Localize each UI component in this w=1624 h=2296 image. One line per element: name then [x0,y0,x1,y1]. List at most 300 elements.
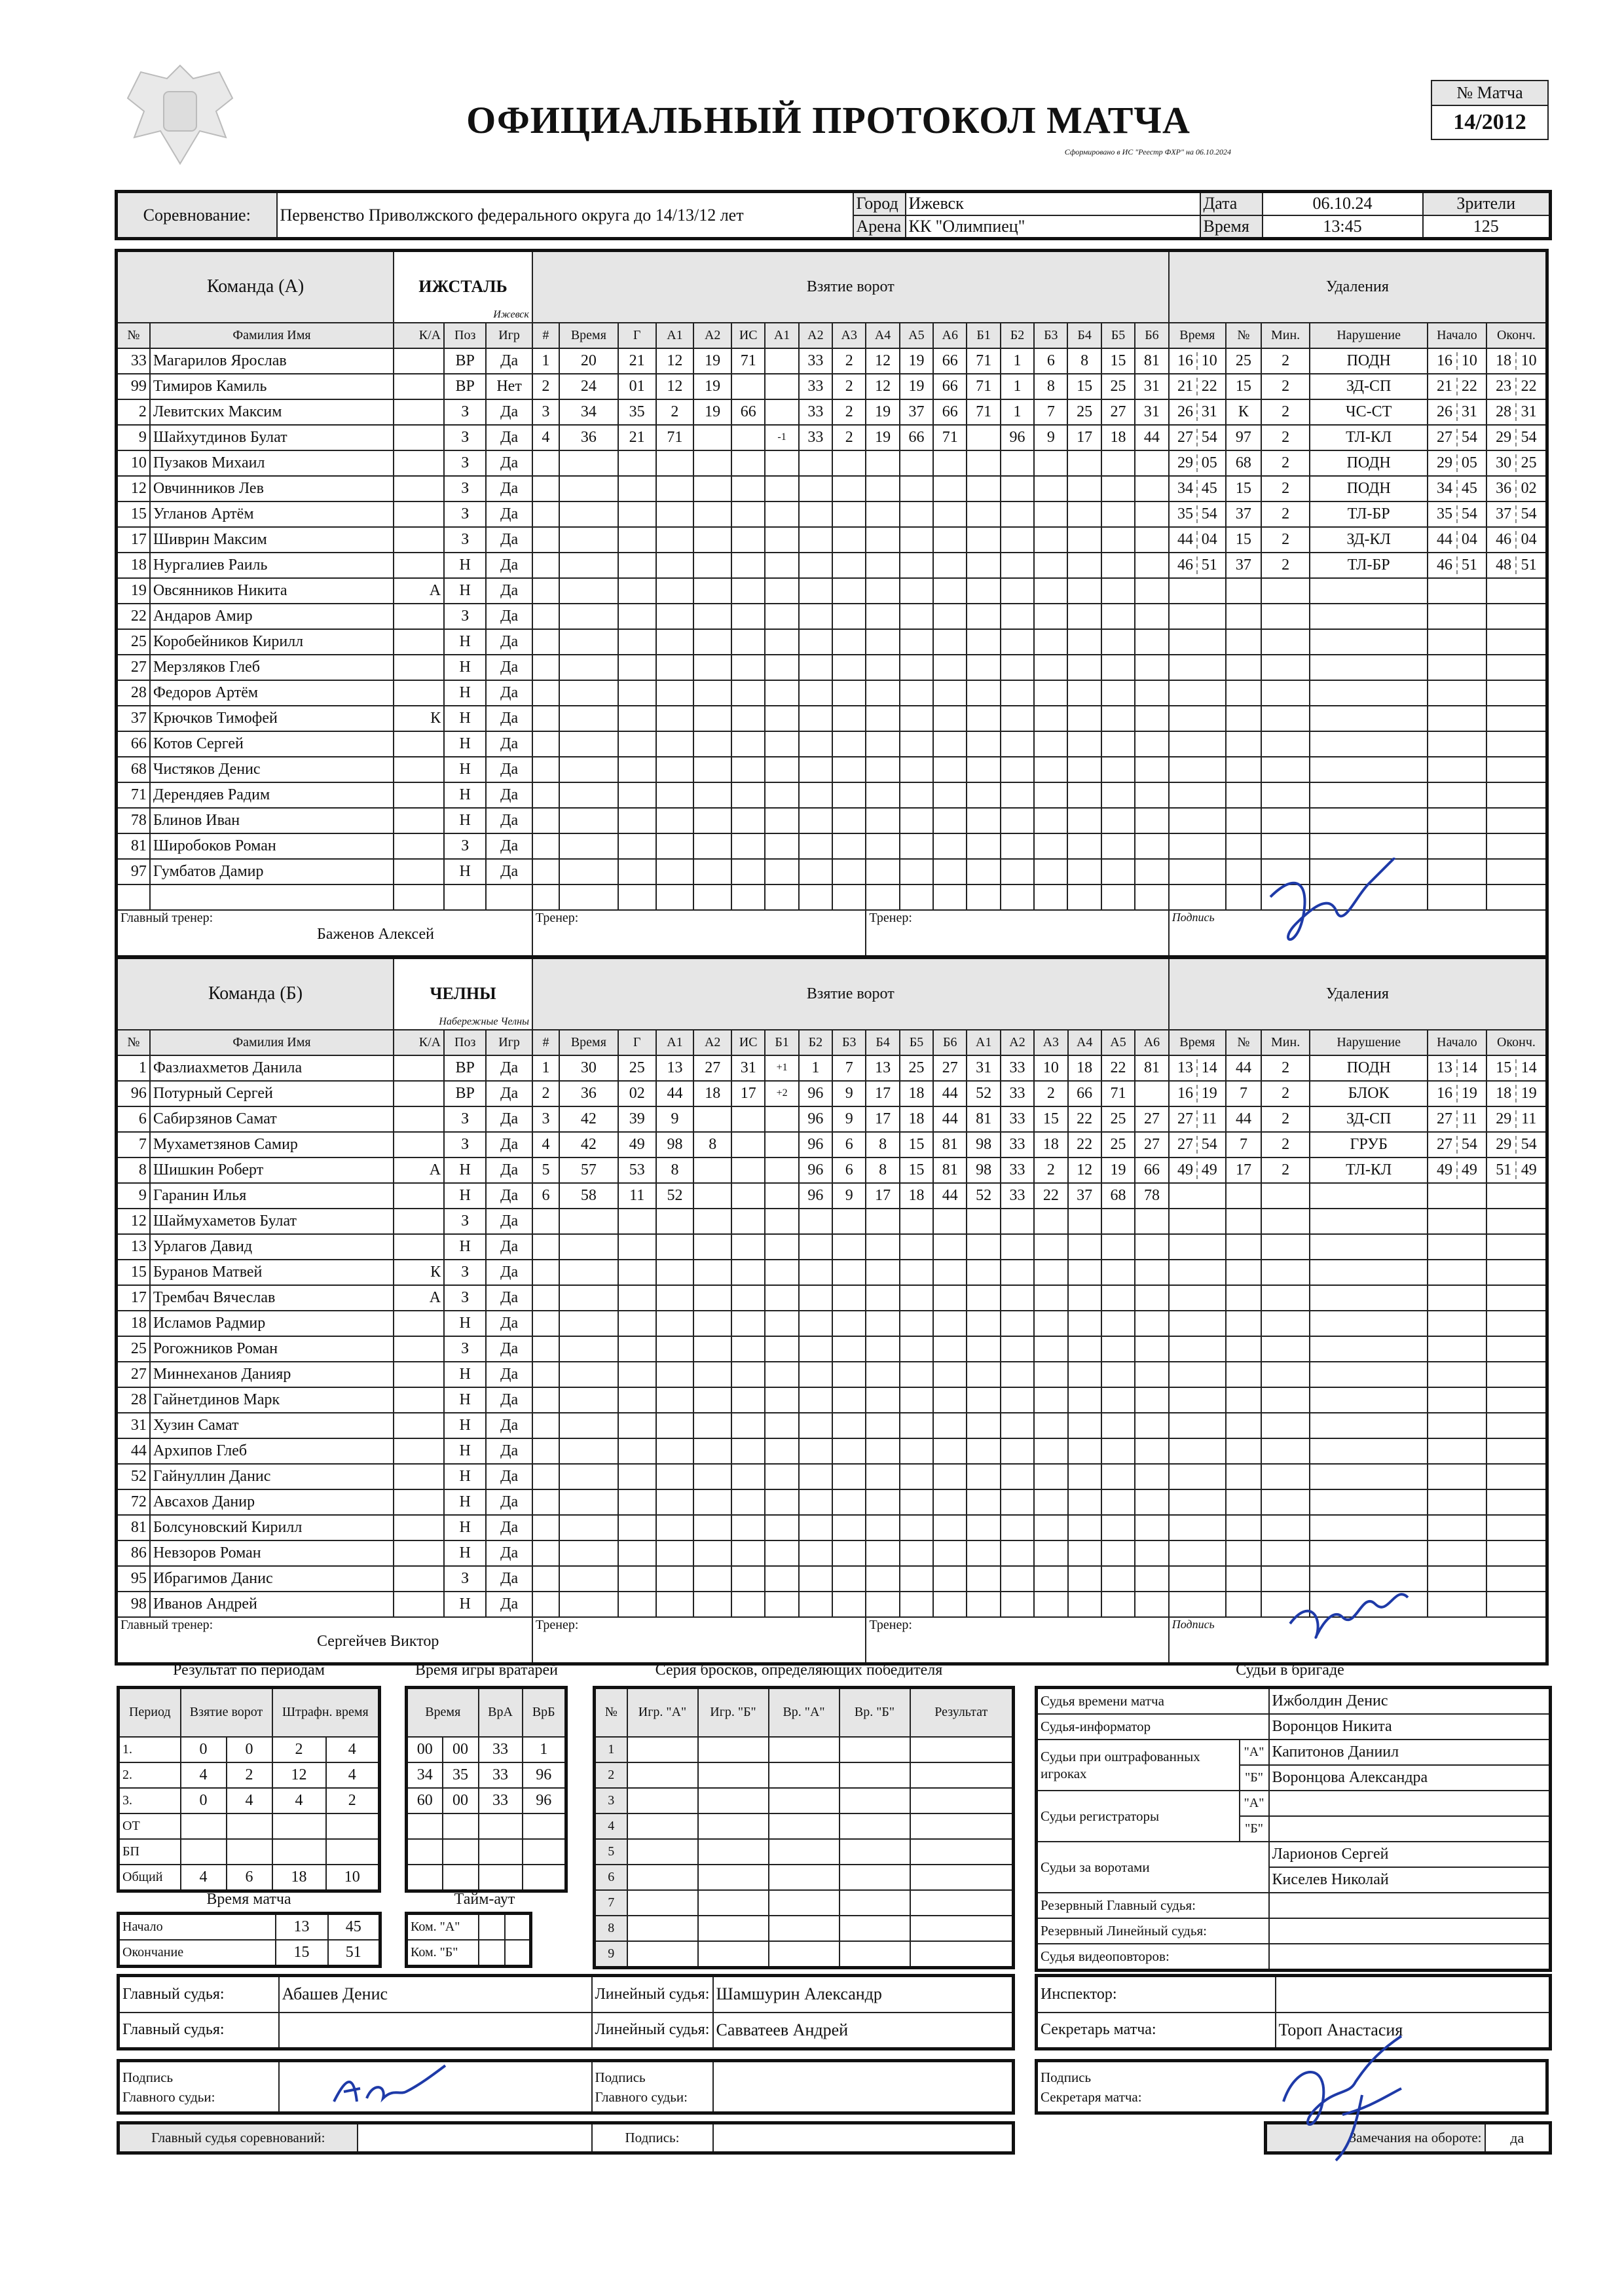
team_b-h-oa2: Б3 [832,1030,866,1055]
goal-cell: 15 [1034,1106,1067,1132]
goal-cell: 20 [559,348,618,374]
goal-cell [765,1592,798,1617]
penalty-part: 46 [1496,530,1512,548]
penalty-cell [1310,1413,1428,1438]
goal-cell [532,578,559,604]
penalty-cell: 17 [1226,1157,1261,1183]
goal-cell [1101,1362,1135,1387]
goal-cell [731,1106,765,1132]
penalty-cell [1226,629,1261,655]
penalty-cell [1310,578,1428,604]
shootout-row [595,1813,1014,1839]
goal-cell: 66 [1135,1157,1169,1183]
shootout-cell [698,1916,769,1941]
goal-cell: -1 [765,425,798,450]
player-name: Рогожников Роман [150,1336,394,1362]
goal-cell [1101,782,1135,808]
penalty-cell [1261,1540,1310,1566]
goal-cell [1101,808,1135,833]
goal-cell [1135,1081,1169,1106]
penalty-cell [1169,859,1226,884]
player-pos: З [444,1132,486,1157]
penalty-cell [1261,578,1310,604]
goal-cell [866,757,899,782]
penalty-cell [1226,1260,1261,1285]
goal-cell [1067,553,1101,578]
goal-cell [1101,1285,1135,1311]
goal-cell [693,1106,731,1132]
goal-cell [799,450,832,476]
goalie-cell [523,1839,566,1865]
penalty-cell [1428,527,1486,553]
goal-cell: 2 [532,1081,559,1106]
penalty-part: 45 [1196,480,1221,498]
team_b-row [117,1489,1547,1515]
goal-cell [1135,757,1169,782]
goal-cell: +1 [765,1055,798,1081]
goal-cell: 2 [532,374,559,399]
penalty-cell [1169,833,1226,859]
goal-cell [656,1209,694,1234]
goal-cell [532,450,559,476]
goal-cell [1067,782,1101,808]
penalty-cell [1261,1260,1310,1285]
penalty-cell: 15 [1226,476,1261,501]
period-cell [272,1813,326,1839]
goal-cell [693,1311,731,1336]
goal-cell: 17 [731,1081,765,1106]
player-play: Да [486,629,532,655]
goal-cell [832,757,866,782]
penalty-cell [1169,1285,1226,1311]
goal-cell [693,859,731,884]
goal-cell [900,782,933,808]
penalty-cell [1226,706,1261,731]
goal-cell [765,1387,798,1413]
periods-title: Результат по периодам [173,1662,325,1679]
goal-cell [1067,731,1101,757]
goal-cell: 17 [866,1183,899,1209]
goal-cell: 12 [1068,1157,1101,1183]
team_a-row [117,833,1547,859]
penalty-cell [1428,1336,1486,1362]
goal-cell [656,553,694,578]
main-ref-1: Абашев Денис [279,1976,592,2013]
goal-cell: 8 [656,1157,694,1183]
team_b-h-ob4: А5 [1101,1030,1135,1055]
goal-cell [693,1489,731,1515]
penalty-cell [1486,1183,1547,1209]
goal-cell [1001,1311,1034,1336]
goal-cell [731,1362,765,1387]
goal-cell [967,629,1000,655]
goal-cell [559,1438,618,1464]
goal-cell [832,884,866,910]
penalty-cell [1226,1336,1261,1362]
goal-cell [1101,1592,1135,1617]
goal-cell [618,501,656,527]
goal-cell [866,859,899,884]
penalty-part: 04 [1456,531,1481,549]
goal-cell: 66 [900,425,933,450]
goalie-cell [407,1865,443,1891]
timeout-title: Тайм-аут [454,1891,515,1908]
goal-cell [1001,1566,1034,1592]
penalty-cell [1428,604,1486,629]
goal-cell [799,884,832,910]
goal-cell [693,450,731,476]
penalty-cell [1261,1285,1310,1311]
penalty-part: 15 [1496,1059,1512,1076]
penalty-part: 51 [1515,556,1541,574]
penalty-cell [1310,1464,1428,1489]
goal-cell [1068,1387,1101,1413]
player-name: Федоров Артём [150,680,394,706]
goal-cell [1001,1234,1034,1260]
goal-cell [866,808,899,833]
player-pos: З [444,1106,486,1132]
goal-cell [1034,1515,1067,1540]
goal-cell [731,450,765,476]
player-name: Мерзляков Глеб [150,655,394,680]
penalty-part: 13 [1177,1059,1193,1076]
shootout-cell [769,1890,840,1916]
goal-cell: 15 [900,1157,933,1183]
goal-cell [832,578,866,604]
goal-cell [866,1489,899,1515]
goal-cell [532,1311,559,1336]
penalty-part: 54 [1456,429,1481,446]
penalty-cell [1261,1413,1310,1438]
goal-cell [559,1311,618,1336]
penalty-part: 16 [1177,352,1193,369]
penalty-cell [1428,731,1486,757]
goal-cell [656,1234,694,1260]
shootout-cell [627,1941,698,1968]
period-cell: 2 [227,1762,272,1788]
sign-sec-2: Секретаря матча: [1041,2088,1142,2105]
team_a-name: ИЖСТАЛЬ [418,277,507,297]
goalie-cell: 34 [407,1762,443,1788]
player-number [117,884,150,910]
goal-cell: 6 [832,1132,866,1157]
goal-cell: 66 [933,374,967,399]
penalty-cell: 2 [1261,374,1310,399]
penalty-cell: ЗД-СП [1310,1106,1428,1132]
head-coach: Баженов Алексей [317,925,434,943]
penalty-cell: ЗД-КЛ [1310,527,1428,553]
goal-cell [693,1515,731,1540]
team_b-row [117,1055,1547,1081]
goal-cell [532,1234,559,1260]
penalty-cell [1486,706,1547,731]
penalty-part: 18 [1496,1084,1512,1102]
goal-cell: 24 [559,374,618,399]
goal-cell [900,553,933,578]
penalty-part: 54 [1456,1136,1481,1154]
penalty-cell [1310,1362,1428,1387]
h-vrb: ВрБ [523,1688,566,1737]
goal-cell [799,782,832,808]
goal-cell [1101,1336,1135,1362]
player-number: 1 [117,1055,150,1081]
team-b-section [115,956,1549,1666]
penalty-cell [1486,1592,1547,1617]
goal-cell [1101,604,1135,629]
player-ka [394,859,444,884]
shootout-cell [910,1813,1014,1839]
penalty-part: 18 [1496,352,1512,369]
player-ka [394,1592,444,1617]
penalty-cell [1428,1285,1486,1311]
player-ka [394,731,444,757]
penalty-cell [1261,1489,1310,1515]
team_a-city: Ижевск [493,308,529,320]
penalty-cell [1261,680,1310,706]
team_b-h-no: № [117,1030,150,1055]
goal-cell [559,1336,618,1362]
goal-cell [731,553,765,578]
player-pos: Н [444,1464,486,1489]
penalty-cell [1261,1464,1310,1489]
match-number-box [1431,80,1549,140]
penalty-cell [1261,1183,1310,1209]
player-name: Угланов Артём [150,501,394,527]
penalty-cell [1486,1285,1547,1311]
shootout-cell [698,1890,769,1916]
goal-cell [618,706,656,731]
team_a-h-pmin: Мин. [1261,323,1310,348]
player-play: Да [486,604,532,629]
penalty-part: 05 [1456,454,1481,472]
goal-cell [731,859,765,884]
penalty-part: 54 [1196,505,1221,523]
player-ka [394,782,444,808]
team_a-row [117,553,1547,578]
goal-cell [532,808,559,833]
goal-cell [866,578,899,604]
goal-cell [799,731,832,757]
team_b-row [117,1234,1547,1260]
penalty-part: 11 [1456,1110,1481,1128]
player-number: 18 [117,553,150,578]
player-play: Нет [486,374,532,399]
penalty-cell [1169,553,1226,578]
penalty-cell [1486,1132,1547,1157]
goal-cell [933,629,967,655]
penalty-cell [1428,1592,1486,1617]
player-name: Шиврин Максим [150,527,394,553]
goalie-row [407,1865,566,1891]
team_a-row [117,425,1547,450]
team_b-goals-title: Взятие ворот [532,958,1169,1030]
goal-cell [1135,1464,1169,1489]
goal-cell [559,1489,618,1515]
shootout-header: Вр. "А" [769,1688,840,1737]
player-pos: Н [444,782,486,808]
penalty-cell: ПОДН [1310,450,1428,476]
team_b-penalties-title: Удаления [1169,958,1547,1030]
team_a-h-oa1: А2 [799,323,832,348]
team_a-h-gtime: Время [559,323,618,348]
team-a-section [115,249,1549,958]
penalty-cell: 2 [1261,425,1310,450]
goal-cell [618,1515,656,1540]
goal-cell [731,1592,765,1617]
goal-cell [933,1209,967,1234]
main-ref-label-2: Главный судья: [119,2013,279,2049]
player-play: Да [486,1566,532,1592]
shootout-cell [698,1839,769,1865]
player-number: 18 [117,1311,150,1336]
team_b-h-a2: А2 [693,1030,731,1055]
penalty-part: 27 [1436,1135,1452,1153]
goal-cell [1001,553,1034,578]
penalty-cell [1226,1592,1261,1617]
goal-cell [693,476,731,501]
player-name: Невзоров Роман [150,1540,394,1566]
goal-cell [799,501,832,527]
goal-cell: +2 [765,1081,798,1106]
penalty-cell [1226,1285,1261,1311]
shootout-row [595,1788,1014,1813]
goal-cell [799,1362,832,1387]
penalty-cell [1486,374,1547,399]
goal-cell [1067,629,1101,655]
penalty-cell [1169,1183,1226,1209]
goal-cell: 1 [532,1055,559,1081]
goal-cell [559,757,618,782]
goal-cell: 81 [1135,1055,1169,1081]
goal-cell [900,1592,933,1617]
goal-cell [900,1234,933,1260]
goal-cell: 6 [532,1183,559,1209]
goal-cell: 21 [618,348,656,374]
penalty-cell [1486,604,1547,629]
goal-cell: 18 [900,1081,933,1106]
penalty-cell [1428,450,1486,476]
goal-cell [1034,884,1067,910]
goal-cell [967,1311,1000,1336]
reserve-main-label: Резервный Главный судья: [1037,1893,1269,1918]
penalty-part: 51 [1456,556,1481,574]
shootout-cell [627,1865,698,1890]
shootout-cell [698,1865,769,1890]
goal-cell: 12 [866,374,899,399]
player-play: Да [486,1592,532,1617]
period-cell: 0 [181,1737,227,1762]
player-play: Да [486,1464,532,1489]
goal-cell [799,808,832,833]
start-h: 13 [276,1914,328,1941]
goal-cell: 68 [1101,1183,1135,1209]
goal-cell [1034,1592,1067,1617]
team_b-h-gtime: Время [559,1030,618,1055]
goal-cell: 19 [693,399,731,425]
goal-cell [799,1515,832,1540]
penalty-part: 05 [1196,454,1221,472]
penalty-cell: 37 [1226,501,1261,527]
pb-tag: "Б" [1240,1765,1269,1791]
match-time-table [117,1912,382,1968]
penalty-cell [1310,1209,1428,1234]
penalty-cell [1428,1515,1486,1540]
player-number: 95 [117,1566,150,1592]
player-name: Архипов Глеб [150,1438,394,1464]
penalty-part: 10 [1515,352,1541,370]
goal-cell [765,655,798,680]
goal-cell [559,1413,618,1438]
goal-cell [1101,1234,1135,1260]
player-pos: Н [444,1183,486,1209]
protocol-title: ОФИЦИАЛЬНЫЙ ПРОТОКОЛ МАТЧА [466,99,1190,141]
goal-cell [559,1540,618,1566]
remarks: да [1485,2123,1551,2153]
goal-cell: 39 [618,1106,656,1132]
team_b-row [117,1336,1547,1362]
penalty-cell: 2 [1261,1132,1310,1157]
goal-cell [731,782,765,808]
goal-cell [1135,1209,1169,1234]
player-ka [394,833,444,859]
goal-cell [731,1464,765,1489]
goal-cell: 12 [656,374,694,399]
period-cell: Общий [119,1865,181,1891]
goal-cell: 36 [559,1081,618,1106]
goal-cell [1068,1489,1101,1515]
goal-cell [900,1540,933,1566]
player-play: Да [486,1438,532,1464]
penalty-cell [1226,859,1261,884]
goal-cell [765,1157,798,1183]
goalie-cell: 00 [443,1788,479,1813]
goal-cell [532,604,559,629]
goal-cell [618,1592,656,1617]
penalty-cell [1169,1081,1226,1106]
goal-cell [559,1566,618,1592]
goal-cell: 18 [1034,1132,1067,1157]
competition: Первенство Приволжского федерального округа до 14/13/12 лет [277,192,853,239]
penalty-cell [1428,1464,1486,1489]
goal-cell [731,1413,765,1438]
goal-cell [967,1234,1000,1260]
goal-cell: 9 [656,1106,694,1132]
shootout-cell [910,1865,1014,1890]
penalty-cell [1169,348,1226,374]
goal-cell [1135,808,1169,833]
goal-cell [1001,1464,1034,1489]
player-number: 66 [117,731,150,757]
penalty-cell [1169,1234,1226,1260]
goal-cell [1067,450,1101,476]
goal-cell [1001,808,1034,833]
player-ka [394,1183,444,1209]
penalty-part: 31 [1515,403,1541,421]
team_a-h-oa2: А3 [832,323,866,348]
goal-cell [765,1489,798,1515]
goal-cell: 19 [693,374,731,399]
goal-cell [967,425,1000,450]
penalty-cell [1428,1132,1486,1157]
penalty-cell [1226,604,1261,629]
player-ka [394,1464,444,1489]
player-name: Хузин Самат [150,1413,394,1438]
penalty-cell [1486,1438,1547,1464]
goal-cell [1068,1438,1101,1464]
city: Ижевск [906,192,1200,215]
goal-cell [1135,450,1169,476]
penalty-cell [1226,1387,1261,1413]
